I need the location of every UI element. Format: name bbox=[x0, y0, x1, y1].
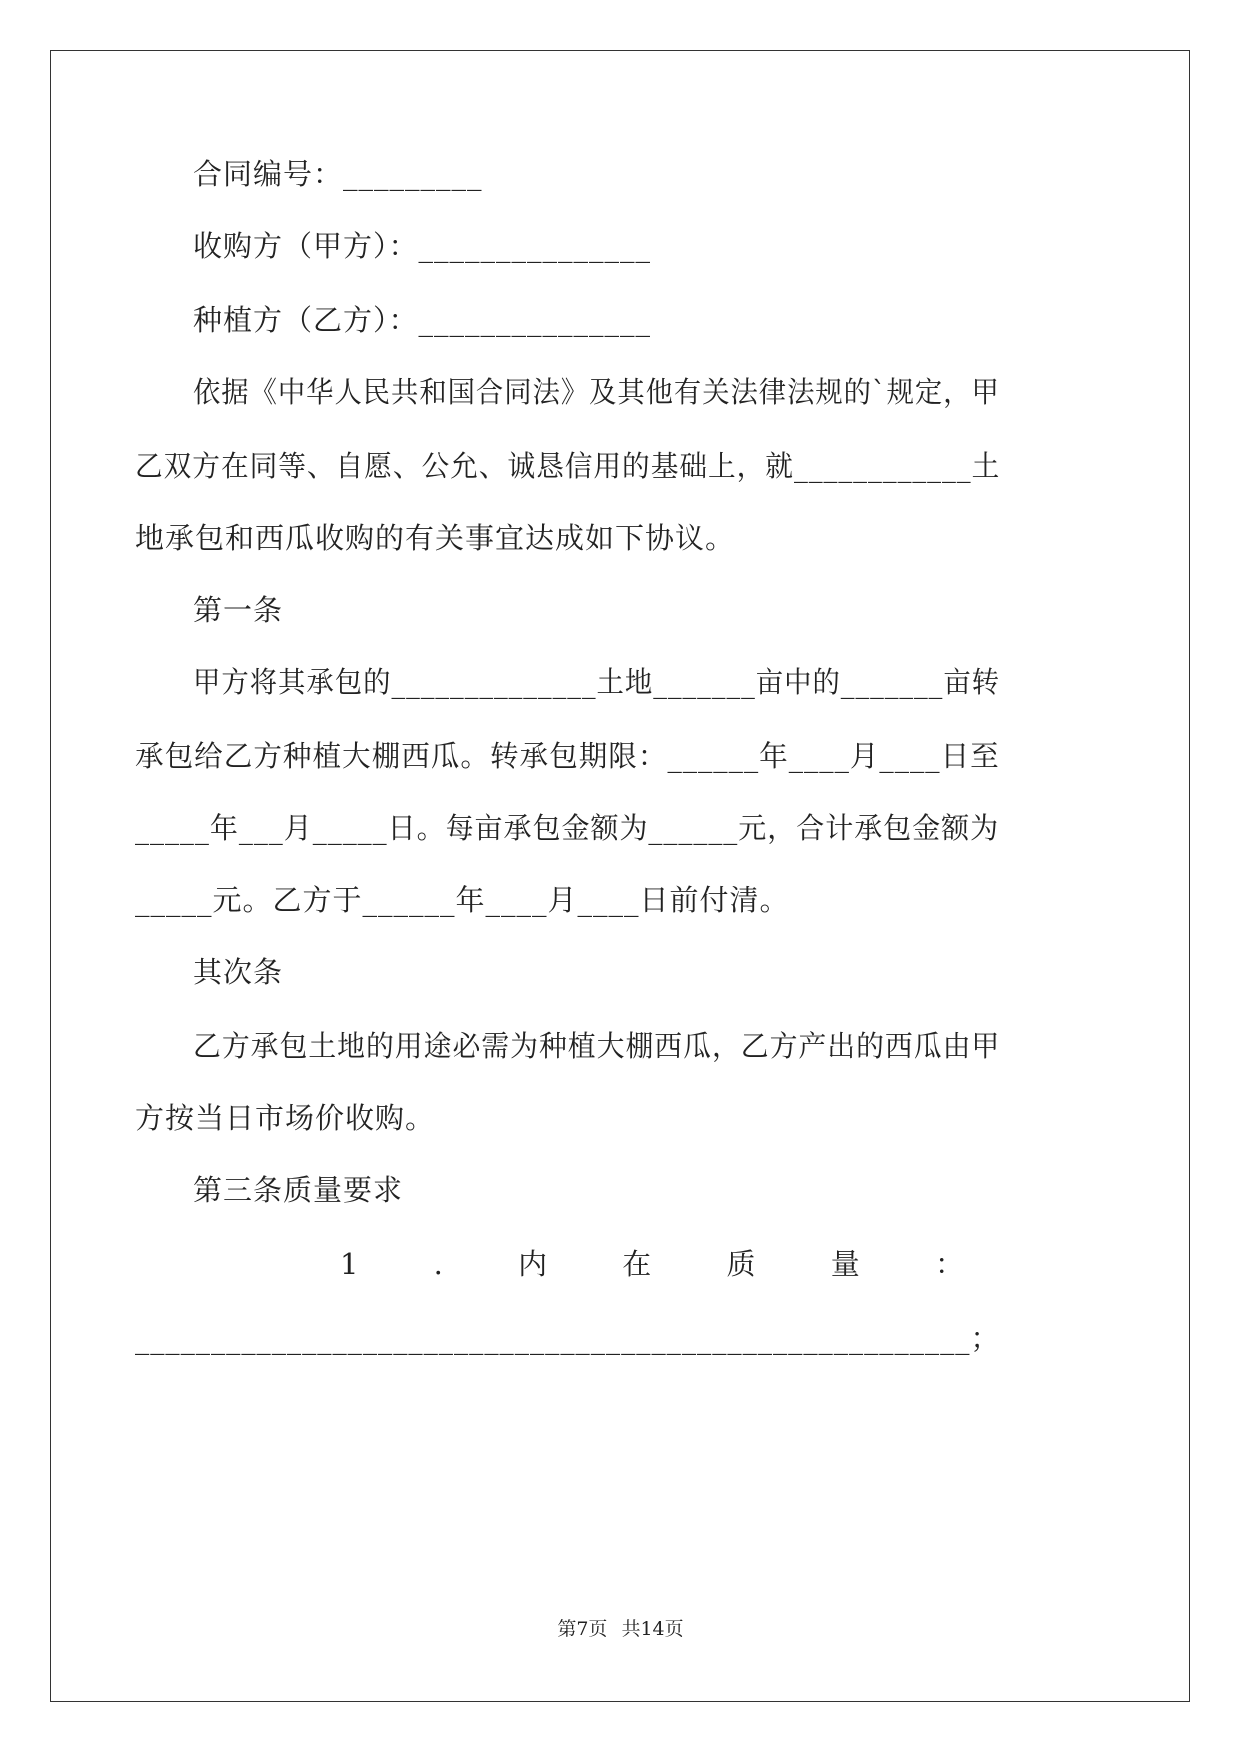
intro-line-1: 依据《中华人民共和国合同法》及其他有关法律法规的`规定，甲 bbox=[193, 375, 1000, 409]
page-border bbox=[50, 50, 1190, 1702]
page-total: 共14页 bbox=[621, 1618, 684, 1640]
intro-line-3: 地承包和西瓜收购的有关事宜达成如下协议。 bbox=[135, 521, 736, 555]
buyer-party: 收购方（甲方）：_______________ bbox=[193, 229, 652, 263]
article-3-item-1-blank: _______________________________________________________； bbox=[135, 1321, 1000, 1355]
article-2-title: 其次条 bbox=[193, 955, 284, 989]
item-number: 1 bbox=[340, 1247, 360, 1281]
article-1-line-4: _____元。乙方于______年____月____日前付清。 bbox=[135, 883, 790, 917]
article-1-line-3: _____年___月_____日。每亩承包金额为______元，合计承包金额为 bbox=[135, 811, 1000, 845]
article-2-line-1: 乙方承包土地的用途必需为种植大棚西瓜，乙方产出的西瓜由甲 bbox=[193, 1029, 1001, 1063]
item-char: 内 bbox=[518, 1247, 549, 1281]
grower-party: 种植方（乙方）：_______________ bbox=[193, 303, 652, 337]
item-char: 量 bbox=[830, 1247, 861, 1281]
item-dot: . bbox=[433, 1247, 444, 1281]
article-1-title: 第一条 bbox=[193, 593, 284, 627]
article-1-line-1: 甲方将其承包的______________土地_______亩中的_______亩转 bbox=[193, 665, 1001, 699]
item-char: 在 bbox=[622, 1247, 653, 1281]
page-footer bbox=[0, 1614, 1241, 1641]
article-3-item-1-heading bbox=[340, 1244, 965, 1284]
item-char: 质 bbox=[726, 1247, 757, 1281]
item-colon: ： bbox=[934, 1247, 965, 1281]
article-3-title: 第三条质量要求 bbox=[193, 1173, 404, 1207]
article-1-line-2: 承包给乙方种植大棚西瓜。转承包期限：______年____月____日至 bbox=[135, 739, 1000, 773]
contract-number: 合同编号：_________ bbox=[193, 157, 483, 191]
intro-line-2: 乙双方在同等、自愿、公允、诚恳信用的基础上，就____________土 bbox=[135, 449, 1001, 483]
page-number: 第7页 bbox=[557, 1618, 608, 1640]
article-2-line-2: 方按当日市场价收购。 bbox=[135, 1101, 436, 1135]
